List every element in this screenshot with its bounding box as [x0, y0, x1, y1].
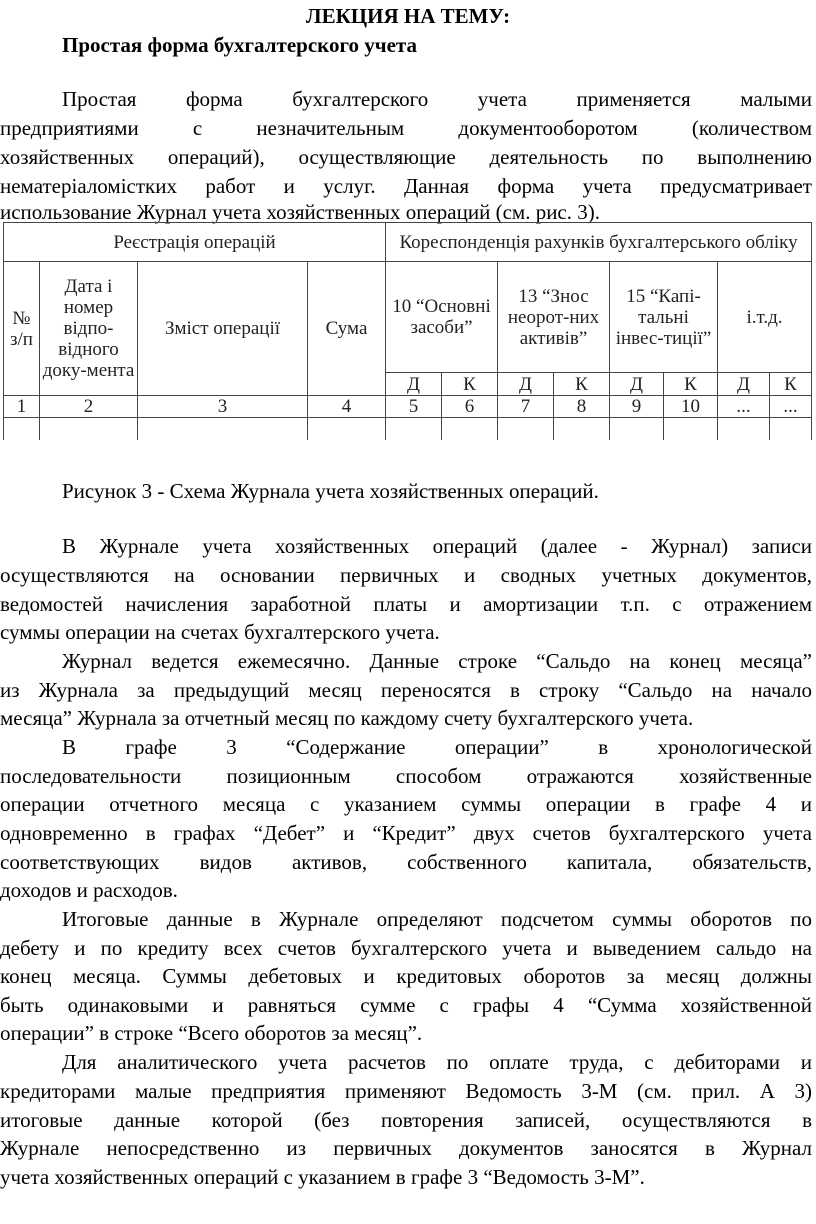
para6-line-3: итоговые данные которой (без повторения записей, осуществляются в — [0, 1108, 812, 1132]
column-number: 10 — [664, 396, 718, 418]
credit-label: К — [770, 373, 812, 396]
para3-line-3: месяца” Журнала за отчетный месяц по каждому счету бухгалтерского учета. — [0, 706, 694, 730]
para5-line-2: дебету и по кредиту всех счетов бухгалтерского учета и выведением сальдо на — [0, 936, 812, 960]
empty-cell — [308, 418, 386, 441]
journal-scheme-table — [3, 222, 812, 440]
column-number: 5 — [386, 396, 442, 418]
para5-line-4: быть одинаковыми и равняться сумме с графы 4 “Сумма хозяйственной — [0, 993, 812, 1017]
para3-line-2: из Журнала за предыдущий месяц переносятся в строку “Сальдо на начало — [0, 678, 812, 702]
para4-line-4: одновременно в графах “Дебет” и “Кредит” двух счетов бухгалтерского учета — [0, 821, 812, 845]
column-number: 6 — [442, 396, 498, 418]
account-10-header: 10 “Основні засоби” — [386, 262, 498, 373]
para4-line-3: операции отчетного месяца с указанием суммы операции в графе 4 и — [0, 792, 812, 816]
figure-caption: Рисунок 3 - Схема Журнала учета хозяйственных операций. — [62, 479, 599, 503]
credit-label: К — [554, 373, 610, 396]
column-number: 8 — [554, 396, 610, 418]
column-number: 7 — [498, 396, 554, 418]
column-number: ... — [718, 396, 770, 418]
credit-label: К — [664, 373, 718, 396]
para6-line-2: кредиторами малые предприятия применяют Ведомость 3-М (см. прил. А 3) — [0, 1079, 812, 1103]
empty-cell — [610, 418, 664, 441]
column-number: 4 — [308, 396, 386, 418]
empty-cell — [554, 418, 610, 441]
para5-line-5: операции” в строке “Всего оборотов за месяц”. — [0, 1021, 423, 1045]
column-number: 1 — [4, 396, 40, 418]
col-number-header: № з/п — [4, 262, 40, 396]
para6-line-4: Журнале непосредственно из первичных документов заносятся в Журнал — [0, 1136, 812, 1160]
para6-line-5: учета хозяйственных операций с указанием в графе 3 “Ведомость 3-М”. — [0, 1165, 645, 1189]
para4-line-2: последовательности позиционным способом отражаются хозяйственные — [0, 764, 812, 788]
para5-line-1: Итоговые данные в Журнале определяют подсчетом суммы оборотов по — [62, 907, 812, 931]
journal-scheme-figure — [3, 222, 811, 440]
correspondence-header: Кореспонденція рахунків бухгалтерського обліку — [386, 223, 812, 262]
page-title: ЛЕКЦИЯ НА ТЕМУ: — [305, 4, 511, 28]
empty-cell — [40, 418, 138, 441]
empty-cell — [386, 418, 442, 441]
debit-label: Д — [718, 373, 770, 396]
account-13-header: 13 “Знос неорот-них активів” — [498, 262, 610, 373]
column-number: 2 — [40, 396, 138, 418]
empty-cell — [770, 418, 812, 441]
col-sum-header: Сума — [308, 262, 386, 396]
para1-line-4: нематеріаломістких работ и услуг. Данная форма учета предусматривает — [0, 174, 812, 198]
para1-line-3: хозяйственных операций), осуществляющие деятельность по выполнению — [0, 145, 812, 169]
debit-label: Д — [386, 373, 442, 396]
empty-cell — [718, 418, 770, 441]
para1-line-5: использование Журнал учета хозяйственных операций (см. рис. 3). — [0, 200, 600, 224]
column-number: 9 — [610, 396, 664, 418]
empty-cell — [138, 418, 308, 441]
para4-line-5: соответствующих видов активов, собственного капитала, обязательств, — [0, 850, 812, 874]
empty-cell — [498, 418, 554, 441]
para6-line-1: Для аналитического учета расчетов по оплате труда, с дебиторами и — [62, 1050, 812, 1074]
col-content-header: Зміст операції — [138, 262, 308, 396]
empty-cell — [4, 418, 40, 441]
credit-label: К — [442, 373, 498, 396]
debit-label: Д — [610, 373, 664, 396]
empty-cell — [664, 418, 718, 441]
col-date-header: Дата і номер відпо-відного доку-мента — [40, 262, 138, 396]
para4-line-6: доходов и расходов. — [0, 878, 178, 902]
column-number: ... — [770, 396, 812, 418]
para2-line-1: В Журнале учета хозяйственных операций (далее - Журнал) записи — [62, 534, 812, 558]
debit-label: Д — [498, 373, 554, 396]
para1-line-2: предприятиями с незначительным документооборотом (количеством — [0, 116, 812, 140]
para2-line-3: ведомостей начисления заработной платы и амортизации т.п. с отражением — [0, 592, 812, 616]
empty-cell — [442, 418, 498, 441]
account-etc-header: і.т.д. — [718, 262, 812, 373]
para1-line-1: Простая форма бухгалтерского учета применяется малыми — [62, 87, 812, 111]
para5-line-3: конец месяца. Суммы дебетовых и кредитовых оборотов за месяц должны — [0, 964, 812, 988]
para2-line-4: суммы операции на счетах бухгалтерского учета. — [0, 620, 440, 644]
para2-line-2: осуществляются на основании первичных и сводных учетных документов, — [0, 563, 812, 587]
page-subtitle: Простая форма бухгалтерского учета — [62, 33, 417, 57]
para3-line-1: Журнал ведется ежемесячно. Данные строке “Сальдо на конец месяца” — [62, 649, 812, 673]
para4-line-1: В графе 3 “Содержание операции” в хронологической — [62, 735, 812, 759]
account-15-header: 15 “Капі-тальні інвес-тиції” — [610, 262, 718, 373]
registration-header: Реєстрація операцій — [4, 223, 386, 262]
column-number: 3 — [138, 396, 308, 418]
